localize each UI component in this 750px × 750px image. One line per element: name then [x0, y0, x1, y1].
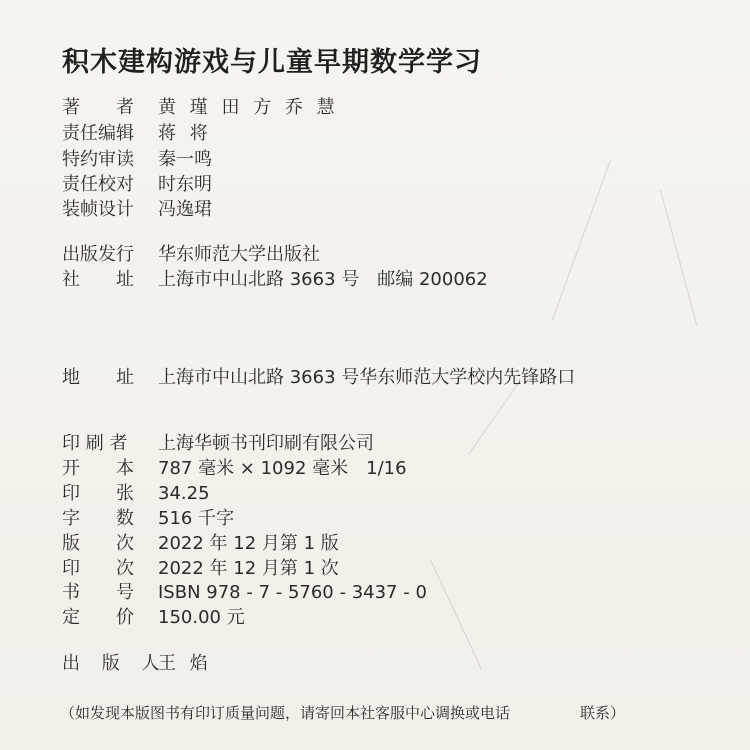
- publisher-label: 出版发行: [62, 244, 134, 265]
- credit-value: 黄 瑾 田 方 乔 慧: [158, 97, 339, 118]
- credit-value: 冯逸珺: [158, 199, 212, 220]
- spec-value: 516 千字: [158, 508, 235, 529]
- publisher-address-label: 社 址: [62, 269, 134, 290]
- credit-value: 时东明: [158, 174, 212, 195]
- publisher-row: [62, 243, 320, 267]
- spec-row-printing: [62, 557, 339, 581]
- credit-label: 著 者: [62, 97, 134, 118]
- footnote-text: （如发现本版图书有印订质量问题，请寄回本社客服中心调换或电话: [60, 704, 511, 722]
- spec-label: 印 刷 者: [62, 433, 128, 454]
- publisher-person-label: 出 版 人: [62, 653, 168, 674]
- credit-label: 责任编辑: [62, 123, 134, 144]
- publisher-address-value: 上海市中山北路 3663 号 邮编 200062: [158, 269, 488, 290]
- address-value: 上海市中山北路 3663 号华东师范大学校内先锋路口: [158, 367, 576, 388]
- credit-value: 蒋 将: [158, 123, 212, 144]
- credit-label: 责任校对: [62, 174, 134, 195]
- credit-row-reviewer: [62, 148, 212, 172]
- spec-row-sheets: [62, 482, 210, 506]
- spec-row-isbn: [62, 581, 427, 605]
- address-label: 地 址: [62, 367, 134, 388]
- credit-row-author: [62, 96, 339, 120]
- publisher-person-row: [62, 652, 212, 676]
- spec-label: 开 本: [62, 458, 134, 479]
- bleed-through-mark: [430, 560, 482, 669]
- bleed-through-mark: [468, 380, 520, 454]
- publisher-address-row: [62, 268, 488, 292]
- bleed-through-mark: [552, 160, 611, 320]
- spec-label: 字 数: [62, 508, 134, 529]
- spec-value: 34.25: [158, 483, 210, 504]
- spec-value: 上海华顿书刊印刷有限公司: [158, 433, 374, 454]
- publisher-person-value: 王 焰: [158, 653, 212, 674]
- spec-value: 2022 年 12 月第 1 次: [158, 558, 339, 579]
- publisher-value: 华东师范大学出版社: [158, 244, 320, 265]
- spec-value: 787 毫米 × 1092 毫米 1/16: [158, 458, 407, 479]
- credit-row-proofreader: [62, 173, 212, 197]
- spec-label: 书 号: [62, 582, 134, 603]
- bleed-through-mark: [660, 190, 697, 325]
- spec-row-price: [62, 606, 245, 630]
- spec-value: 150.00 元: [158, 607, 245, 628]
- spec-row-edition: [62, 532, 339, 556]
- spec-value: 2022 年 12 月第 1 版: [158, 533, 339, 554]
- spec-label: 定 价: [62, 607, 134, 628]
- credit-label: 装帧设计: [62, 199, 134, 220]
- spec-label: 版 次: [62, 533, 134, 554]
- address-row: [62, 366, 575, 390]
- credit-row-designer: [62, 198, 212, 222]
- footnote: [60, 702, 626, 723]
- spec-label: 印 次: [62, 558, 134, 579]
- spec-label: 印 张: [62, 483, 134, 504]
- credit-value: 秦一鸣: [158, 149, 212, 170]
- spec-value: ISBN 978 - 7 - 5760 - 3437 - 0: [158, 582, 427, 603]
- footnote-tail: 联系）: [580, 704, 626, 722]
- spec-row-word-count: [62, 507, 234, 531]
- spec-row-format: [62, 457, 407, 481]
- spec-row-printer: [62, 432, 374, 456]
- credit-label: 特约审读: [62, 149, 134, 170]
- book-title: 积木建构游戏与儿童早期数学学习: [62, 47, 482, 78]
- credit-row-editor: [62, 122, 212, 146]
